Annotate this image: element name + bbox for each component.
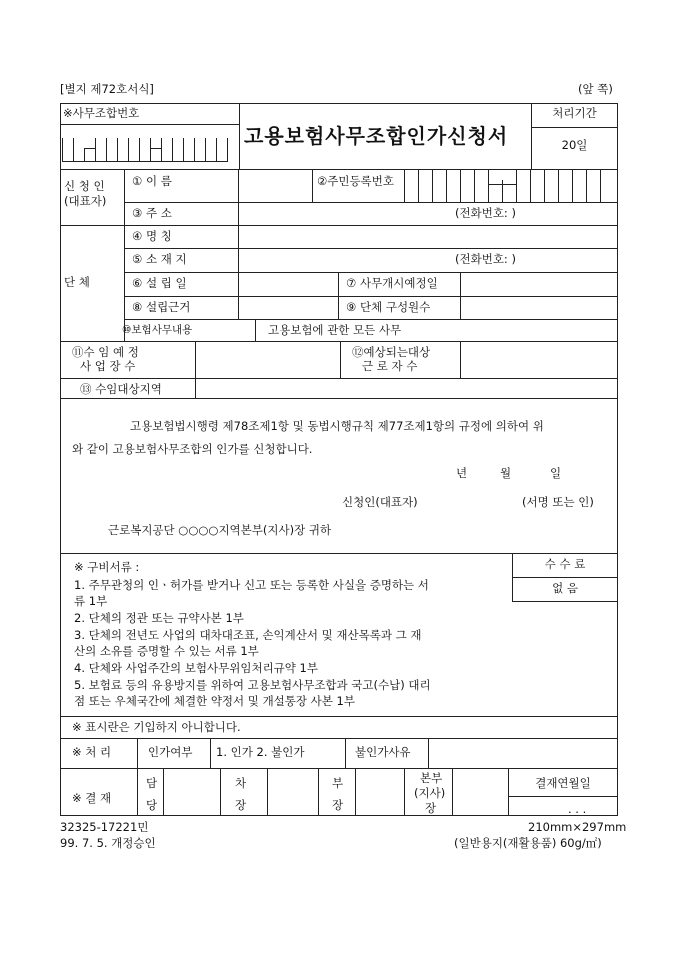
start-date-label: ⑦ 사무개시예정일 — [346, 276, 438, 290]
form-title: 고용보험사무조합인가신청서 — [244, 124, 509, 148]
org-name-field[interactable] — [240, 226, 616, 247]
address-label: ③ 주 소 — [132, 206, 172, 220]
org-section-label: 단 체 — [64, 275, 90, 289]
doc-item: 4. 단체와 사업주간의 보험사무위임처리규약 1부 — [74, 661, 318, 675]
approver-deputy-2: 장 — [235, 798, 247, 812]
approver-head-2: 장 — [332, 798, 344, 812]
doc-item: 산의 소유를 증명할 수 있는 서류 1부 — [74, 644, 259, 658]
approver-branch: 본부 — [420, 771, 443, 785]
approval-date-label: 결재연월일 — [535, 776, 591, 790]
approval-options[interactable]: 1. 인가 2. 불인가 — [216, 745, 305, 759]
paper-size: 210mm×297mm — [528, 820, 627, 834]
name-label: ① 이 름 — [132, 174, 172, 188]
form-code: 32325-17221민 — [60, 820, 149, 834]
doc-item: 점 또는 우체국간에 체결한 약정서 및 개설통장 사본 1부 — [74, 694, 355, 708]
workers-field[interactable] — [462, 342, 616, 376]
doc-item: 류 1부 — [74, 594, 108, 608]
applicant-section-sublabel: (대표자) — [64, 194, 107, 208]
date-year: 년 — [456, 466, 468, 480]
workers-sublabel: 근 로 자 수 — [362, 359, 418, 373]
form-number: [별지 제72호서식] — [60, 82, 154, 96]
date-month: 월 — [500, 466, 512, 480]
sign-or-seal[interactable]: (서명 또는 인) — [522, 495, 594, 509]
processing-label: ※ 처 리 — [72, 745, 112, 759]
approved-date: 99. 7. 5. 개정승인 — [60, 836, 156, 850]
approver-head: 부 — [332, 776, 344, 790]
est-basis-label: ⑧ 설립근거 — [132, 300, 191, 314]
fee-value: 없 음 — [552, 581, 578, 595]
members-field[interactable] — [462, 297, 616, 318]
approval-status-label: 인가여부 — [148, 745, 193, 759]
approval-label: ※ 결 재 — [72, 791, 112, 805]
doc-item: 2. 단체의 정관 또는 규약사본 1부 — [74, 611, 244, 625]
approver-staff: 담 — [146, 776, 158, 790]
reject-reason-field[interactable] — [430, 739, 616, 767]
region-field[interactable] — [197, 379, 616, 397]
address-phone[interactable]: (전화번호: ) — [455, 206, 516, 220]
rrn-boxes[interactable] — [404, 170, 618, 202]
rrn-label: ②주민등록번호 — [317, 174, 394, 188]
insurance-content-label: ⑩보험사무내용 — [122, 324, 193, 336]
insurance-content-value: 고용보험에 관한 모든 사무 — [268, 323, 402, 337]
workers-label: ⑫예상되는대상 — [352, 345, 431, 359]
approver-staff-2: 당 — [146, 798, 158, 812]
doc-item: 5. 보험료 등의 유용방지를 위하여 고용보험사무조합과 국고(수납) 대리 — [74, 678, 431, 692]
paper-type: (일반용지(재활용품) 60g/㎡) — [454, 836, 602, 850]
page-side-label: (앞 쪽) — [578, 82, 613, 96]
approval-date-value[interactable]: . . . — [568, 802, 587, 816]
org-location-phone[interactable]: (전화번호: ) — [455, 252, 516, 266]
approver-branch-3: 장 — [425, 801, 437, 815]
approver-deputy: 차 — [235, 776, 247, 790]
statement-line-2: 와 같이 고용보험사무조합의 인가를 신청합니다. — [72, 442, 313, 456]
assoc-number-boxes[interactable] — [62, 138, 236, 162]
workplaces-sublabel: 사 업 장 수 — [80, 359, 136, 373]
doc-item: 1. 주무관청의 인ㆍ허가를 받거나 신고 또는 등록한 사실을 증명하는 서 — [74, 578, 429, 592]
reject-reason-label: 불인가사유 — [355, 745, 411, 759]
org-location-label: ⑤ 소 재 지 — [132, 252, 187, 266]
required-docs-heading: ※ 구비서류 : — [74, 560, 140, 574]
doc-item: 3. 단체의 전년도 사업의 대차대조표, 손익계산서 및 재산목록과 그 재 — [74, 628, 422, 642]
approver-branch-2: (지사) — [414, 786, 446, 800]
workplaces-label: ⑪수 임 예 정 — [72, 345, 139, 359]
date-day: 일 — [550, 466, 562, 480]
members-label: ⑨ 단체 구성원수 — [346, 300, 431, 314]
statement-line-1: 고용보험법시행령 제78조제1항 및 동법시행규칙 제77조제1항의 규정에 의하여 위 — [130, 419, 544, 433]
org-name-label: ④ 명 칭 — [132, 229, 172, 243]
processing-period-label: 처리기간 — [552, 106, 597, 120]
workplaces-field[interactable] — [197, 342, 337, 376]
assoc-number-label: ※사무조합번호 — [63, 106, 140, 120]
recipient: 근로복지공단 ○○○○지역본부(지사)장 귀하 — [108, 523, 332, 537]
fee-label: 수 수 료 — [544, 557, 586, 571]
applicant-sign-label: 신청인(대표자) — [342, 495, 418, 509]
official-use-notice: ※ 표시란은 기입하지 아니합니다. — [72, 720, 241, 734]
name-field[interactable] — [240, 170, 310, 201]
est-date-label: ⑥ 설 립 일 — [132, 276, 187, 290]
region-label: ⑬ 수임대상지역 — [80, 382, 162, 396]
start-date-field[interactable] — [462, 273, 616, 295]
processing-period-value: 20일 — [561, 138, 588, 152]
applicant-section-label: 신 청 인 — [64, 179, 105, 193]
